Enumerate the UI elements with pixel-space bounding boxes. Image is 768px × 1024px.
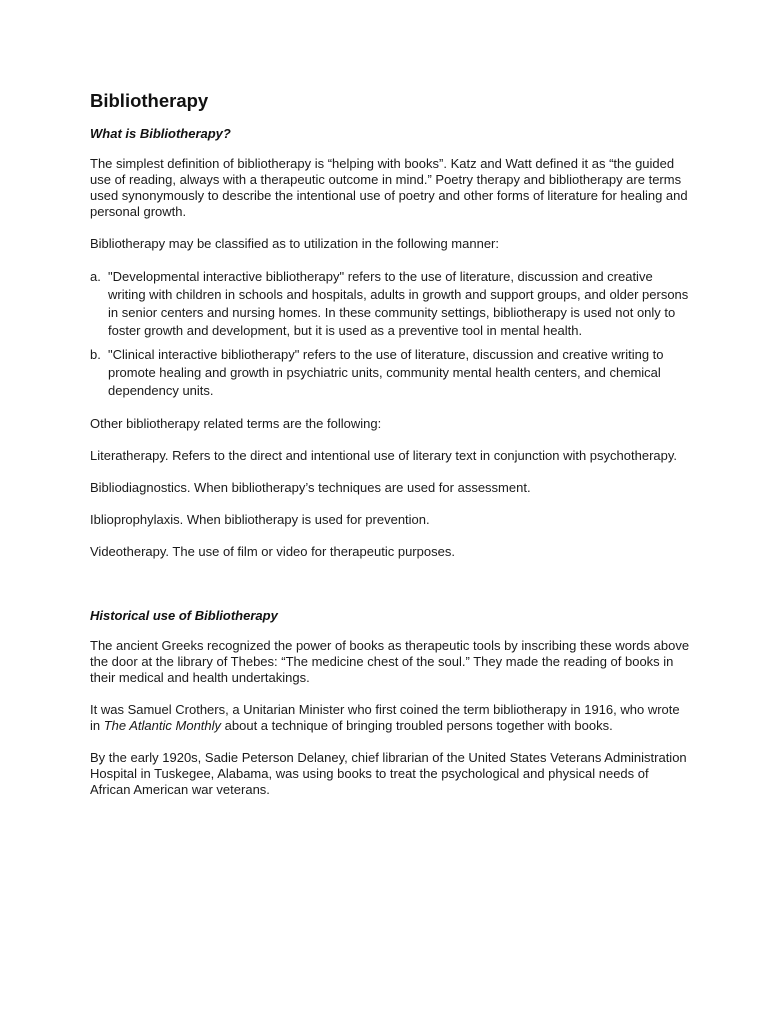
- other-terms-intro: Other bibliotherapy related terms are the following:: [90, 416, 382, 431]
- intro-paragraph: The simplest definition of bibliotherapy is “helping with books”. Katz and Watt defined it as “the guided use of reading, always with a therapeutic outcome in mind.” Poetry therapy and bibliotherapy are terms used synonymously to describe the intentional use of poetry and other forms of literature for healing and personal growth.: [90, 156, 688, 219]
- term-iblioprophylaxis: Iblioprophylaxis. When bibliotherapy is used for prevention.: [90, 512, 430, 527]
- list-item-text: "Developmental interactive bibliotherapy" refers to the use of literature, discussion and creative writing with children in schools and hospitals, adults in growth and support groups, and older persons in senior centers and nursing homes. In these community settings, bibliotherapy is used not only to foster growth and development, but it is used as a preventive tool in mental health.: [108, 269, 689, 338]
- list-item-a: [90, 268, 690, 340]
- history-paragraph-1: The ancient Greeks recognized the power of books as therapeutic tools by inscribing these words above the door at the library of Thebes: “The medicine chest of the soul.” They made the reading of books in their medical and health undertakings.: [90, 638, 690, 685]
- term-videotherapy: Videotherapy. The use of film or video for therapeutic purposes.: [90, 544, 455, 559]
- history-paragraph-2: [90, 702, 690, 734]
- list-item-b: [90, 346, 690, 400]
- list-item-text: "Clinical interactive bibliotherapy" refers to the use of literature, discussion and creative writing to promote healing and growth in psychiatric units, community mental health centers, and chemical dependency units.: [108, 347, 664, 398]
- history-paragraph-3: By the early 1920s, Sadie Peterson Delaney, chief librarian of the United States Veterans Administration Hospital in Tuskegee, Alabama, was using books to treat the psychological and physical needs of African American war veterans.: [90, 750, 687, 797]
- classification-paragraph: Bibliotherapy may be classified as to utilization in the following manner:: [90, 236, 499, 251]
- subheading-historical: Historical use of Bibliotherapy: [90, 608, 278, 623]
- history-text-before: It was Samuel Crothers, a Unitarian Minister who first coined the term bibliotherapy in 1916, who wrote in: [90, 702, 680, 733]
- history-text-after: about a technique of bringing troubled persons together with books.: [221, 718, 613, 733]
- document-content: [90, 90, 690, 814]
- list-marker: b.: [90, 347, 101, 362]
- section-spacer: [90, 576, 690, 608]
- document-title: Bibliotherapy: [90, 90, 209, 111]
- term-literatherapy: Literatherapy. Refers to the direct and intentional use of literary text in conjunction with psychotherapy.: [90, 448, 678, 463]
- list-marker: a.: [90, 269, 101, 284]
- term-bibliodiagnostics: Bibliodiagnostics. When bibliotherapy’s techniques are used for assessment.: [90, 480, 531, 495]
- publication-title: The Atlantic Monthly: [103, 718, 222, 733]
- subheading-what-is: What is Bibliotherapy?: [90, 126, 231, 141]
